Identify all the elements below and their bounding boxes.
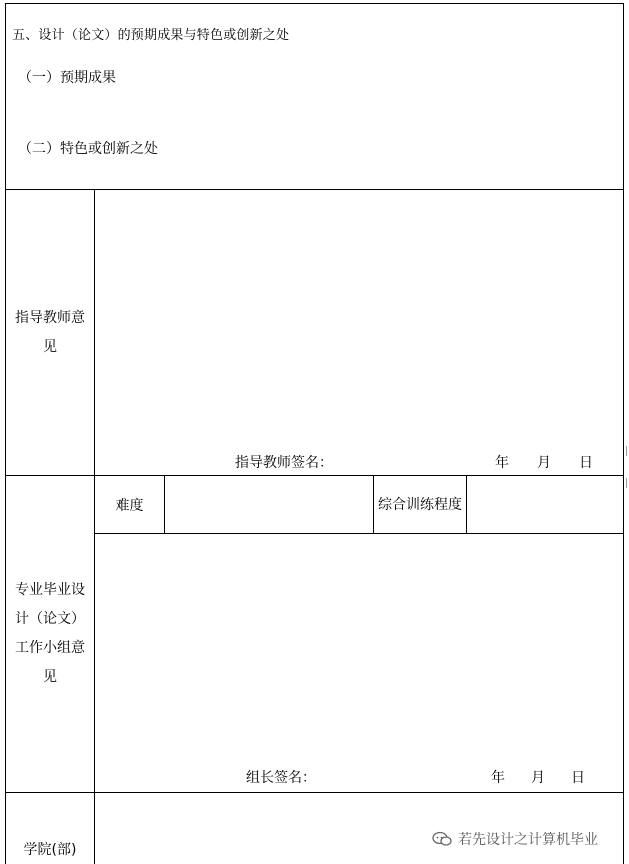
- advisor-label: 指导教师意见: [15, 309, 85, 355]
- group-label: 专业毕业设计（论文）工作小组意见: [15, 582, 85, 685]
- section5-sub-expected-results: （一）预期成果: [18, 70, 116, 86]
- training-level-field[interactable]: [467, 476, 624, 534]
- advisor-date: [495, 452, 593, 472]
- advisor-opinion-field[interactable]: [95, 190, 624, 476]
- margin-tick: [626, 446, 627, 456]
- college-label: 学院(部): [23, 842, 77, 858]
- section5-sub-features: （二）特色或创新之处: [18, 141, 158, 157]
- college-label-cell: [6, 793, 95, 864]
- group-date-year: 年: [491, 770, 505, 786]
- group-label-cell: [6, 476, 95, 793]
- section5-cell[interactable]: [6, 4, 624, 190]
- difficulty-field[interactable]: [165, 476, 374, 534]
- group-date-month: 月: [531, 770, 545, 786]
- group-date: [491, 767, 585, 787]
- group-opinion-field[interactable]: [95, 534, 624, 793]
- advisor-date-day: 日: [579, 455, 593, 471]
- advisor-date-month: 月: [537, 455, 551, 471]
- group-leader-signature-label: 组长签名：: [246, 770, 316, 786]
- advisor-label-cell: [6, 190, 95, 476]
- proposal-form-table: [5, 3, 624, 864]
- margin-tick: [626, 478, 627, 488]
- watermark: [432, 829, 598, 849]
- advisor-date-year: 年: [495, 455, 509, 471]
- chat-bubble-icon: [432, 831, 452, 847]
- group-date-day: 日: [571, 770, 585, 786]
- watermark-text: 若先设计之计算机毕业: [458, 832, 598, 848]
- advisor-signature-label: 指导教师签名：: [235, 455, 333, 471]
- section5-title: 五、设计（论文）的预期成果与特色或创新之处: [12, 28, 290, 43]
- difficulty-label: 难度: [95, 476, 165, 534]
- training-level-label: 综合训练程度: [374, 476, 467, 534]
